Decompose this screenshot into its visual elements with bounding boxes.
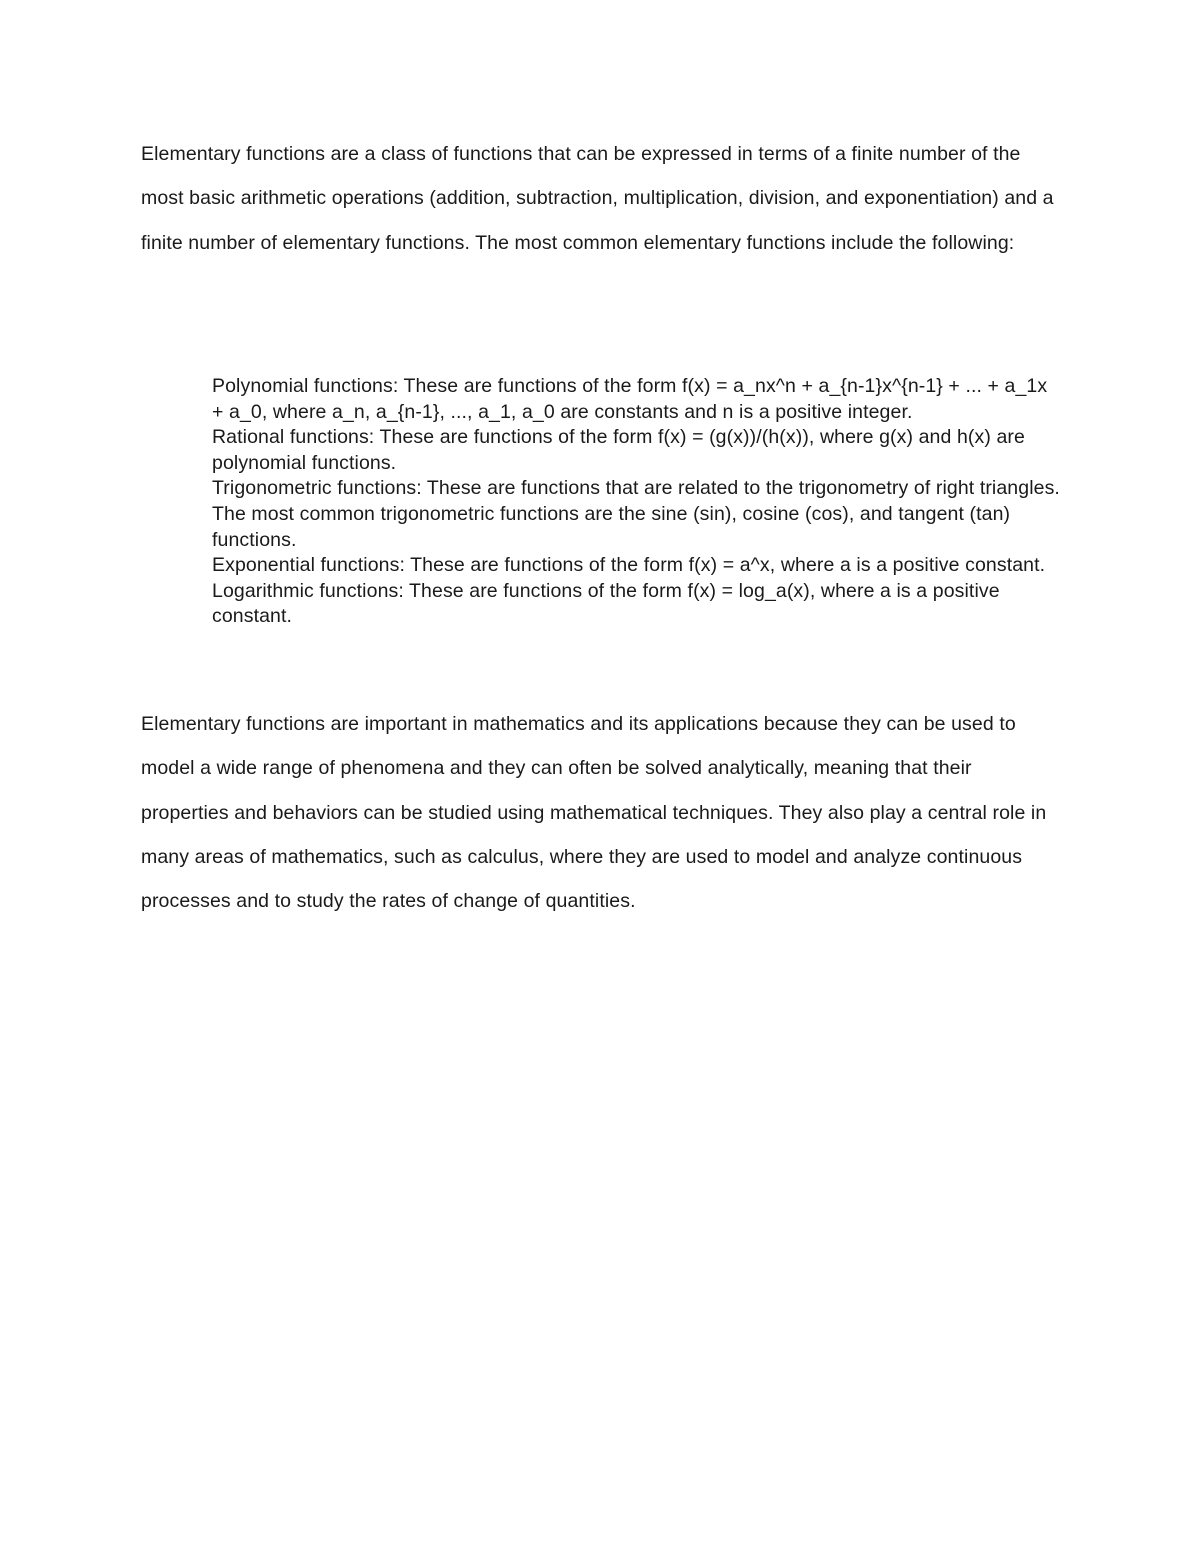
outro-paragraph: Elementary functions are important in mathematics and its applications because they can be used to model a wide range of phenomena and they can often be solved analytically, meaning that their properties and behaviors can be studied using mathematical techniques. They also play a central role in many areas of mathematics, such as calculus, where they are used to model and analyze continuous processes and to study the rates of change of quantities.	[141, 713, 1047, 913]
list-item-polynomial: Polynomial functions: These are functions of the form f(x) = a_nx^n + a_{n-1}x^{n-1} + ... + a_1x + a_0, where a_n, a_{n-1}, ..., a_1, a_0 are constants and n is a positive integer.	[212, 375, 1048, 423]
list-item-logarithmic: Logarithmic functions: These are functions of the form f(x) = log_a(x), where a is a positive constant.	[212, 579, 1000, 628]
intro-paragraph: Elementary functions are a class of functions that can be expressed in terms of a finite number of the most basic arithmetic operations (addition, subtraction, multiplication, division, and exponentiation) and a finite number of elementary functions. The most common elementary functions include the following:	[141, 143, 1054, 254]
list-item-trigonometric: Trigonometric functions: These are functions that are related to the trigonometry of right triangles. The most common trigonometric functions are the sine (sin), cosine (cos), and tangent (tan) functions.	[212, 477, 1060, 551]
list-item-exponential: Exponential functions: These are functions of the form f(x) = a^x, where a is a positive constant.	[212, 554, 1046, 577]
function-list	[212, 374, 1062, 630]
list-item-rational: Rational functions: These are functions of the form f(x) = (g(x))/(h(x)), where g(x) and h(x) are polynomial functions.	[212, 426, 1025, 474]
